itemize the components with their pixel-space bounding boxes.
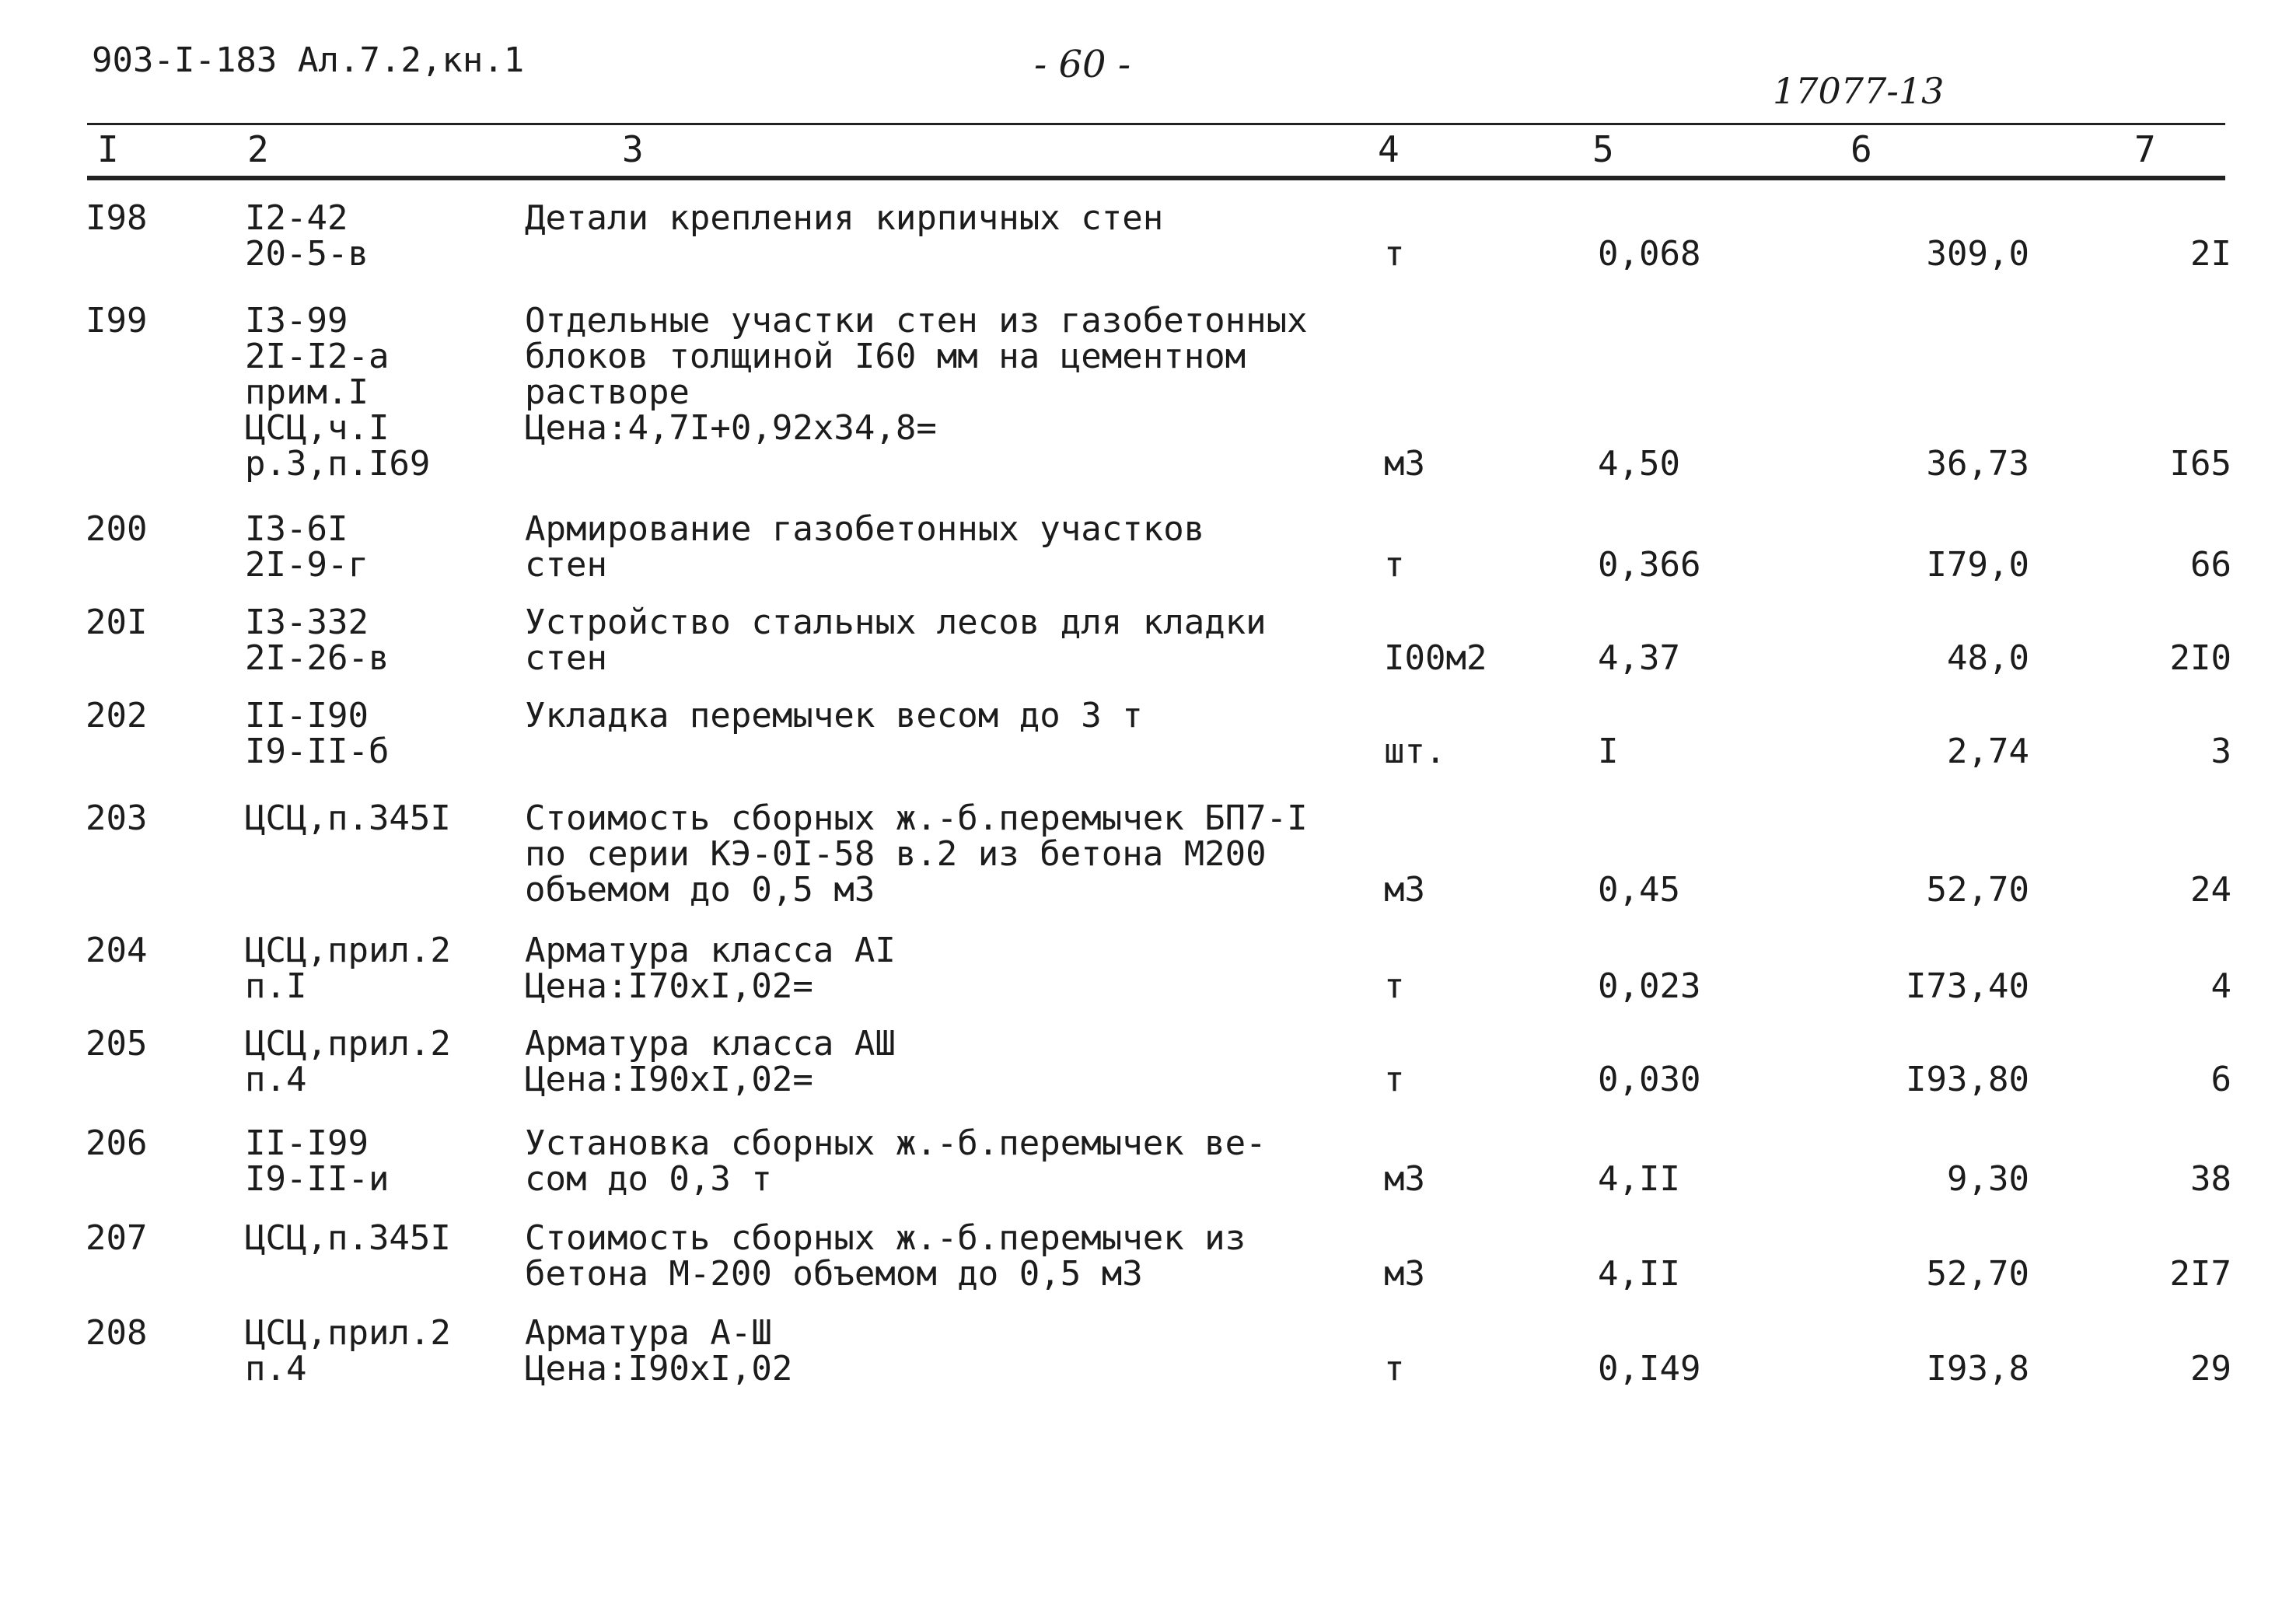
row-total-cost: 4 [2210, 966, 2231, 1006]
row-total-cost: 6 [2210, 1060, 2231, 1099]
estimate-table [86, 198, 2255, 1403]
column-number-2: 2 [247, 128, 269, 170]
row-unit-price: 2,74 [1947, 732, 2029, 771]
row-description: Арматура класса АШ Цена:I90хI,02= [525, 1024, 896, 1099]
row-quantity: 4,50 [1598, 444, 1680, 484]
row-quantity: 4,37 [1598, 638, 1680, 678]
column-number-4: 4 [1378, 128, 1400, 170]
row-code: II-I99 I9-II-и [245, 1123, 390, 1199]
table-row [86, 201, 2255, 303]
row-description: Установка сборных ж.-б.перемычек ве- сом до 0,3 т [525, 1123, 1267, 1199]
row-total-cost: 29 [2190, 1349, 2231, 1389]
row-quantity: 4,II [1598, 1159, 1680, 1199]
column-number-1: I [97, 128, 119, 170]
row-number: 202 [86, 696, 148, 735]
document-code: 903-I-183 Ал.7.2,кн.1 [92, 40, 525, 80]
row-unit: т [1384, 966, 1405, 1006]
table-row [86, 933, 2255, 1026]
row-unit-price: 36,73 [1926, 444, 2029, 484]
row-quantity: 0,023 [1598, 966, 1701, 1006]
row-unit-price: 52,70 [1926, 870, 2029, 910]
row-code: I3-99 2I-I2-а прим.I ЦСЦ,ч.I р.3,п.I69 [245, 301, 431, 484]
row-code: ЦСЦ,прил.2 п.4 [245, 1313, 451, 1389]
table-row [86, 512, 2255, 605]
row-description: Армирование газобетонных участков стен [525, 509, 1205, 585]
archive-number: 17077-13 [1773, 70, 1945, 112]
row-description: Арматура класса АI Цена:I70хI,02= [525, 931, 896, 1006]
row-quantity: 0,068 [1598, 234, 1701, 274]
row-number: 204 [86, 931, 148, 970]
header-rule-bottom [87, 176, 2225, 180]
row-unit-price: I93,80 [1906, 1060, 2029, 1099]
row-description: Стоимость сборных ж.-б.перемычек БП7-I по серии КЭ-0I-58 в.2 из бетона М200 объемом до 0,5 м3 [525, 798, 1308, 910]
row-unit: м3 [1384, 444, 1425, 484]
row-description: Детали крепления кирпичных стен [525, 198, 1164, 238]
row-unit: I00м2 [1384, 638, 1487, 678]
row-unit-price: 52,70 [1926, 1254, 2029, 1294]
row-number: 203 [86, 798, 148, 838]
row-quantity: 0,030 [1598, 1060, 1701, 1099]
row-code: ЦСЦ,п.345I [245, 798, 451, 838]
row-total-cost: 2I0 [2169, 638, 2231, 678]
row-description: Арматура А-Ш Цена:I90хI,02 [525, 1313, 793, 1389]
header-rule-top [87, 123, 2225, 125]
row-code: ЦСЦ,прил.2 п.I [245, 931, 451, 1006]
column-number-5: 5 [1592, 128, 1614, 170]
row-description: Устройство стальных лесов для кладки стен [525, 603, 1267, 678]
row-unit-price: I93,8 [1926, 1349, 2029, 1389]
table-row [86, 801, 2255, 933]
table-row [86, 303, 2255, 512]
row-total-cost: 66 [2190, 545, 2231, 585]
table-row [86, 1315, 2255, 1403]
row-description: Стоимость сборных ж.-б.перемычек из бетона М-200 объемом до 0,5 м3 [525, 1218, 1246, 1294]
row-total-cost: I65 [2169, 444, 2231, 484]
row-unit: м3 [1384, 870, 1425, 910]
row-unit-price: 309,0 [1926, 234, 2029, 274]
row-code: ЦСЦ,п.345I [245, 1218, 451, 1258]
column-number-7: 7 [2134, 128, 2156, 170]
row-code: II-I90 I9-II-б [245, 696, 390, 771]
row-number: 208 [86, 1313, 148, 1353]
row-quantity: I [1598, 732, 1619, 771]
row-total-cost: 24 [2190, 870, 2231, 910]
row-code: I3-6I 2I-9-г [245, 509, 369, 585]
row-description: Отдельные участки стен из газобетонных блоков толщиной I60 мм на цементном растворе Цена:4,7I+0,92х34,8= [525, 301, 1308, 448]
row-unit: шт. [1384, 732, 1446, 771]
row-unit-price: 9,30 [1947, 1159, 2029, 1199]
row-total-cost: 2I7 [2169, 1254, 2231, 1294]
row-unit-price: I79,0 [1926, 545, 2029, 585]
row-quantity: 0,45 [1598, 870, 1680, 910]
table-row [86, 1126, 2255, 1221]
row-number: I98 [86, 198, 148, 238]
row-unit: т [1384, 1349, 1405, 1389]
row-number: 20I [86, 603, 148, 642]
table-row [86, 1026, 2255, 1126]
row-unit: т [1384, 234, 1405, 274]
row-unit: т [1384, 545, 1405, 585]
row-quantity: 0,366 [1598, 545, 1701, 585]
page-number: - 60 - [1034, 43, 1131, 86]
row-total-cost: 38 [2190, 1159, 2231, 1199]
row-code: I2-42 20-5-в [245, 198, 369, 274]
row-code: ЦСЦ,прил.2 п.4 [245, 1024, 451, 1099]
row-total-cost: 2I [2190, 234, 2231, 274]
row-quantity: 0,I49 [1598, 1349, 1701, 1389]
row-total-cost: 3 [2210, 732, 2231, 771]
column-number-6: 6 [1850, 128, 1872, 170]
table-row [86, 605, 2255, 698]
column-number-3: 3 [622, 128, 644, 170]
row-number: 206 [86, 1123, 148, 1163]
row-unit: т [1384, 1060, 1405, 1099]
table-row [86, 1221, 2255, 1315]
row-quantity: 4,II [1598, 1254, 1680, 1294]
row-unit: м3 [1384, 1254, 1425, 1294]
row-unit-price: 48,0 [1947, 638, 2029, 678]
row-number: 205 [86, 1024, 148, 1064]
row-number: I99 [86, 301, 148, 341]
row-unit: м3 [1384, 1159, 1425, 1199]
row-number: 200 [86, 509, 148, 549]
table-row [86, 698, 2255, 801]
row-code: I3-332 2I-26-в [245, 603, 390, 678]
row-unit-price: I73,40 [1906, 966, 2029, 1006]
row-description: Укладка перемычек весом до 3 т [525, 696, 1143, 735]
row-number: 207 [86, 1218, 148, 1258]
